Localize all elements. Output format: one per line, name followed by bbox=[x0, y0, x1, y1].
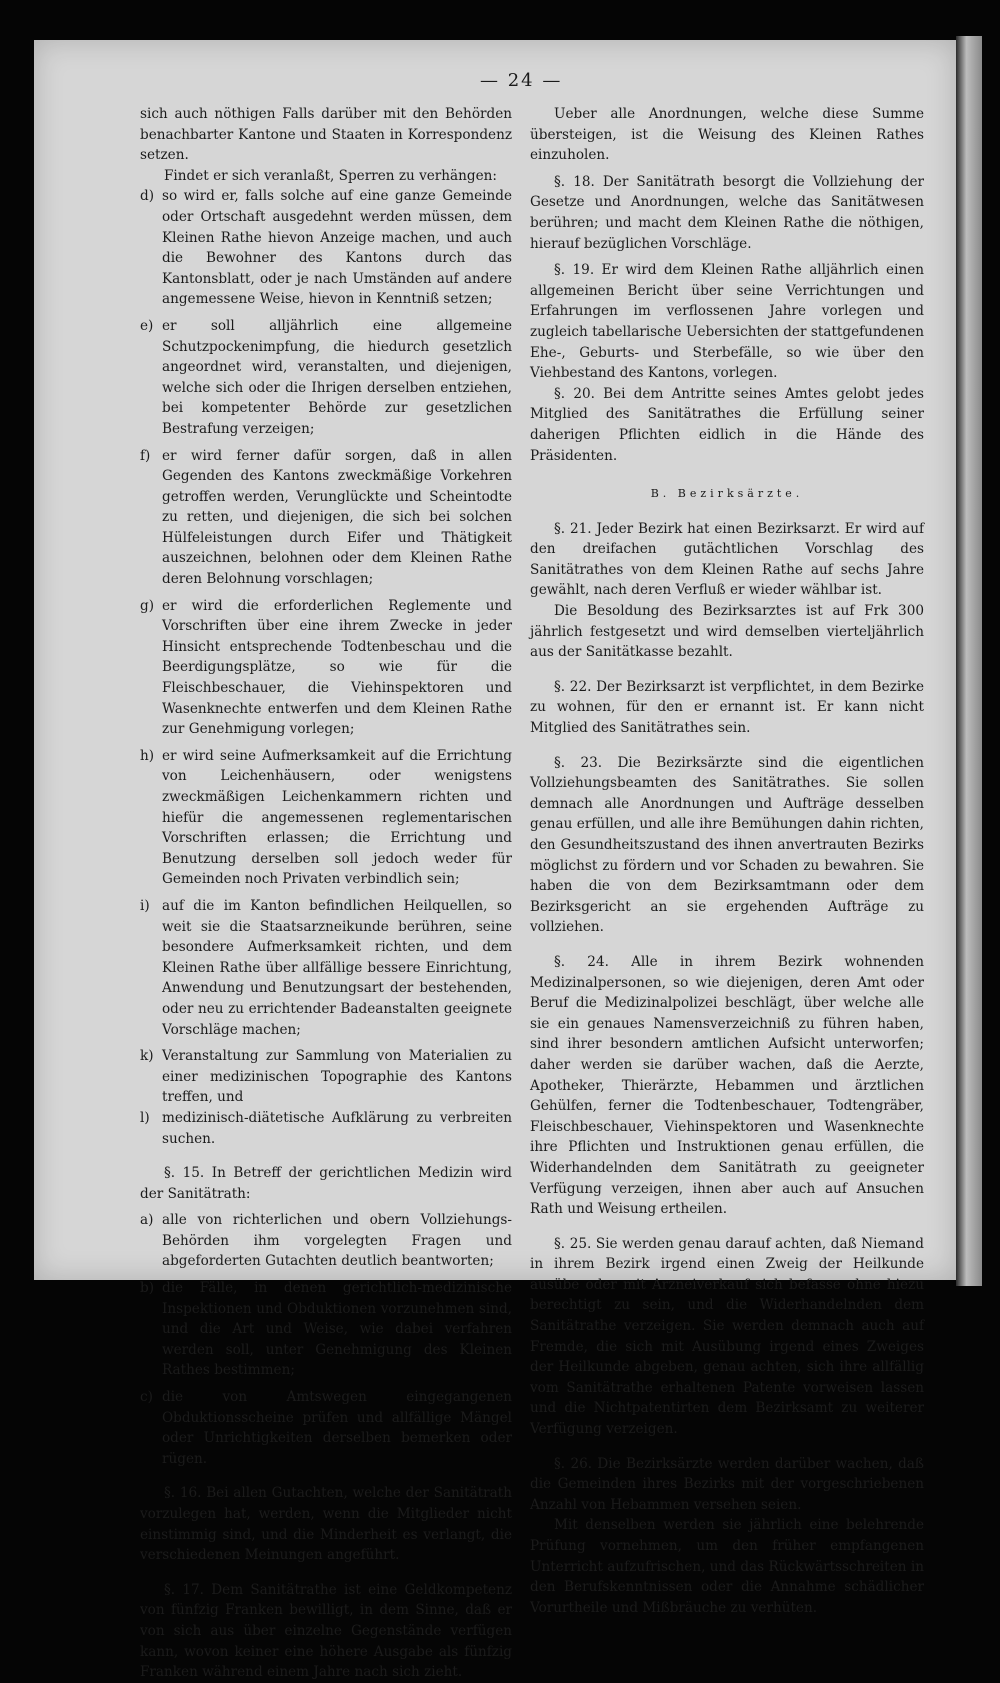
list-text: alle von richterlichen und obern Vollziehungs-Behörden ihm vorgelegten Fragen und abgeforderten Gutachten deutlich beantworten; bbox=[162, 1212, 512, 1270]
list-item bbox=[140, 446, 512, 590]
list-item bbox=[140, 596, 512, 740]
list-marker: c) bbox=[140, 1389, 153, 1406]
right-column bbox=[530, 104, 924, 1618]
list-item bbox=[140, 186, 512, 310]
paragraph-section-24: §. 24. Alle in ihrem Bezirk wohnenden Medizinalpersonen, so wie diejenigen, deren Amt oder Beruf die Medizinalpolizei beschlägt, über welche alle sie ein genaues Namensverzeichniß zu führen haben, sind ihrer besondern amtlichen Aufsicht unterworfen; daher werden sie darüber wachen, daß die Aerzte, Apotheker, Thierärzte, Hebammen und ärztlichen Gehülfen, ferner die Todtenbeschauer, Todtengräber, Fleischbeschauer, Viehinspektoren und Wasenknechte ihre Pflichten und Instruktionen genau erfüllen, die Widerhandelnden dem Sanitätrath zu geeigneter Verfügung verzeigen, ihnen aber auch auf Ansuchen Rath und Weisung ertheilen. bbox=[530, 953, 924, 1218]
list-marker: d) bbox=[140, 188, 155, 205]
list-text: medizinisch-diätetische Aufklärung zu verbreiten suchen. bbox=[162, 1109, 512, 1147]
list-marker: a) bbox=[140, 1212, 154, 1229]
paragraph-section-25: §. 25. Sie werden genau darauf achten, daß Niemand in ihrem Bezirk irgend einen Zweig der Heilkunde ausübe oder mit Arzneiverkauf sich befasse ohne hiezu berechtigt zu sein, und die Widerhandelnden dem Sanitätrathe verzeigen. Sie werden demnach auch auf Fremde, die sich mit Ausübung irgend eines Zweiges der Heilkunde abgeben, genau achten, sich ihre allfällig vom Sanitätrathe erhaltenen Patente vorweisen lassen und die Nichtpatentirten dem Bezirksamt zu weiterer Verfügung verzeigen. bbox=[530, 1235, 924, 1438]
paragraph-section-17-cont: Ueber alle Anordnungen, welche diese Summe übersteigen, ist die Weisung des Kleinen Rathes einzuholen. bbox=[530, 106, 924, 164]
list-marker: i) bbox=[140, 897, 150, 914]
list-text: Veranstaltung zur Sammlung von Materialien zu einer medizinischen Topographie des Kantons treffen, und bbox=[162, 1048, 512, 1106]
list-marker: f) bbox=[140, 447, 151, 464]
list-item bbox=[140, 1046, 512, 1108]
paragraph-section-22: §. 22. Der Bezirksarzt ist verpflichtet, in dem Bezirke zu wohnen, für den er ernannt ist. Er kann nicht Mitglied des Sanitätrathes sein. bbox=[530, 678, 924, 737]
left-column bbox=[140, 104, 512, 1683]
list-marker: l) bbox=[140, 1109, 150, 1126]
section-heading: B. Bezirksärzte. bbox=[650, 487, 804, 501]
list-item bbox=[140, 1387, 512, 1469]
list-marker: k) bbox=[140, 1048, 154, 1065]
list-item bbox=[140, 316, 512, 440]
list-marker: g) bbox=[140, 597, 155, 614]
paragraph-section-16: §. 16. Bei allen Gutachten, welche der Sanitätrath vorzulegen hat, werden, wenn die Mitglieder nicht einstimmig sind, und die Minderheit es verlangt, die verschiedenen Meinungen angeführt. bbox=[140, 1485, 512, 1564]
paragraph-section-15: §. 15. In Betreff der gerichtlichen Medizin wird der Sanitätrath: bbox=[140, 1165, 512, 1202]
list-item bbox=[140, 1210, 512, 1272]
list-item bbox=[140, 1278, 512, 1381]
list-item bbox=[140, 1108, 512, 1149]
list-text: die Fälle, in denen gerichtlich-medizinische Inspektionen und Obduktionen vorzunehmen sind, und die Art und Weise, wie dabei verfahren werden soll, unter Genehmigung des Kleinen Rathes bestimmen; bbox=[162, 1280, 512, 1379]
paragraph-section-21: §. 21. Jeder Bezirk hat einen Bezirksarzt. Er wird auf den dreifachen gutächtlichen Vorschlag des Sanitätrathes von dem Kleinen Rathe auf sechs Jahre gewählt, nach deren Verfluß er wieder wählbar ist. bbox=[530, 520, 924, 599]
paragraph-section-17: §. 17. Dem Sanitätrathe ist eine Geldkompetenz von fünfzig Franken bewilligt, in dem Sinne, daß er von sich aus über einzelne Gegenstände verfügen kann, wovon keiner eine höhere Ausgabe als fünfzig Franken während einem Jahre nach sich zieht. bbox=[140, 1581, 512, 1681]
paragraph-intro: sich auch nöthigen Falls darüber mit den Behörden benachbarter Kantone und Staaten in Korrespondenz setzen. bbox=[140, 106, 512, 164]
paragraph-section-26: §. 26. Die Bezirksärzte werden darüber wachen, daß die Gemeinden ihres Bezirks mit der vorgeschriebenen Anzahl von Hebammen versehen seien. bbox=[530, 1455, 924, 1513]
paragraph-section-21b: Die Besoldung des Bezirksarztes ist auf Frk 300 jährlich festgesetzt und wird demselben vierteljährlich aus der Sanitätkasse bezahlt. bbox=[530, 603, 924, 661]
list-marker: e) bbox=[140, 317, 154, 334]
list-item bbox=[140, 896, 512, 1040]
paragraph-section-23: §. 23. Die Bezirksärzte sind die eigentlichen Vollziehungsbeamten des Sanitätrathes. Sie sollen demnach alle Anordnungen und Aufträge desselben genau erfüllen, und alle ihre Bemühungen dahin richten, den Gesundheitszustand des ihnen anvertrauten Bezirks möglichst zu fördern und vor Schaden zu bewahren. Sie haben die von dem Bezirksamtmann oder dem Bezirksgericht an sie ergehenden Aufträge zu vollziehen. bbox=[530, 754, 924, 936]
paragraph-section-19: §. 19. Er wird dem Kleinen Rathe alljährlich einen allgemeinen Bericht über seine Verrichtungen und Erfahrungen im verflossenen Jahre vorlegen und zugleich tabellarische Uebersichten der stattgefundenen Ehe-, Geburts- und Sterbefälle, so wie über den Viehbestand des Kantons, vorlegen. bbox=[530, 262, 924, 382]
list-text: er wird die erforderlichen Reglemente und Vorschriften über eine ihrem Zwecke in jeder Hinsicht entsprechende Todtenbeschau und die Beerdigungsplätze, so wie für die Fleischbeschauer, die Viehinspektoren und Wasenknechte entwerfen und dem Kleinen Rathe zur Genehmigung vorlegen; bbox=[162, 597, 512, 738]
list-marker: b) bbox=[140, 1280, 155, 1297]
page-number: — 24 — bbox=[480, 70, 563, 91]
list-text: er soll alljährlich eine allgemeine Schutzpockenimpfung, die hiedurch gesetzlich angeordnet wird, veranstalten, und diejenigen, welche sich oder die Ihrigen derselben entziehen, bei kompetenter Behörde zur gesetzlichen Bestrafung verzeigen; bbox=[162, 317, 512, 437]
paragraph-section-26b: Mit denselben werden sie jährlich eine belehrende Prüfung vornehmen, um den früher empfangenen Unterricht aufzufrischen, und das Rückwärtsschreiten in den Berufskenntnissen oder die Annahme schädlicher Vorurtheile und Mißbräuche zu verhüten. bbox=[530, 1517, 924, 1616]
paragraph-section-20: §. 20. Bei dem Antritte seines Amtes gelobt jedes Mitglied des Sanitätrathes die Erfüllung seiner daherigen Pflichten eidlich in die Hände des Präsidenten. bbox=[530, 385, 924, 464]
page-edge-shadow bbox=[956, 36, 982, 1286]
list-text: er wird seine Aufmerksamkeit auf die Errichtung von Leichenhäusern, oder wenigstens zweckmäßigen Leichenkammern richten und hiefür die angemessenen reglementarischen Vorschriften erlassen; die Errichtung und Benutzung derselben soll jedoch weder für Gemeinden noch Privaten verbindlich sein; bbox=[162, 747, 512, 888]
list-text: die von Amtswegen eingegangenen Obduktionsscheine prüfen und allfällige Mängel oder Unrichtigkeiten derselben bemerken oder rügen. bbox=[162, 1389, 512, 1467]
paragraph-section-18: §. 18. Der Sanitätrath besorgt die Vollziehung der Gesetze und Anordnungen, welche das Sanitätwesen berühren; und macht dem Kleinen Rathe die nöthigen, hierauf bezüglichen Vorschläge. bbox=[530, 173, 924, 252]
list-text: auf die im Kanton befindlichen Heilquellen, so weit sie die Staatsarzneikunde berühren, seine besondere Aufmerksamkeit richten, und dem Kleinen Rathe über allfällige bessere Einrichtung, Anwendung und Benutzungsart der bestehenden, oder neu zu errichtender Badeanstalten geeignete Vorschläge machen; bbox=[162, 897, 512, 1038]
list-item bbox=[140, 746, 512, 890]
paragraph-sperren: Findet er sich veranlaßt, Sperren zu verhängen: bbox=[164, 167, 497, 184]
list-marker: h) bbox=[140, 747, 155, 764]
list-text: er wird ferner dafür sorgen, daß in allen Gegenden des Kantons zweckmäßige Vorkehren getroffen werden, Verunglückte und Scheintodte zu retten, und diejenigen, die sich bei solchen Hülfeleistungen durch Eifer und Thätigkeit auszeichnen, belohnen oder dem Kleinen Rathe deren Belohnung vorschlagen; bbox=[162, 447, 512, 588]
list-text: so wird er, falls solche auf eine ganze Gemeinde oder Ortschaft ausgedehnt werden müssen, dem Kleinen Rathe hievon Anzeige machen, und auch die Bewohner des Kantons durch das Kantonsblatt, oder je nach Umständen auf andere angemessene Weise, hievon in Kenntniß setzen; bbox=[162, 188, 512, 308]
